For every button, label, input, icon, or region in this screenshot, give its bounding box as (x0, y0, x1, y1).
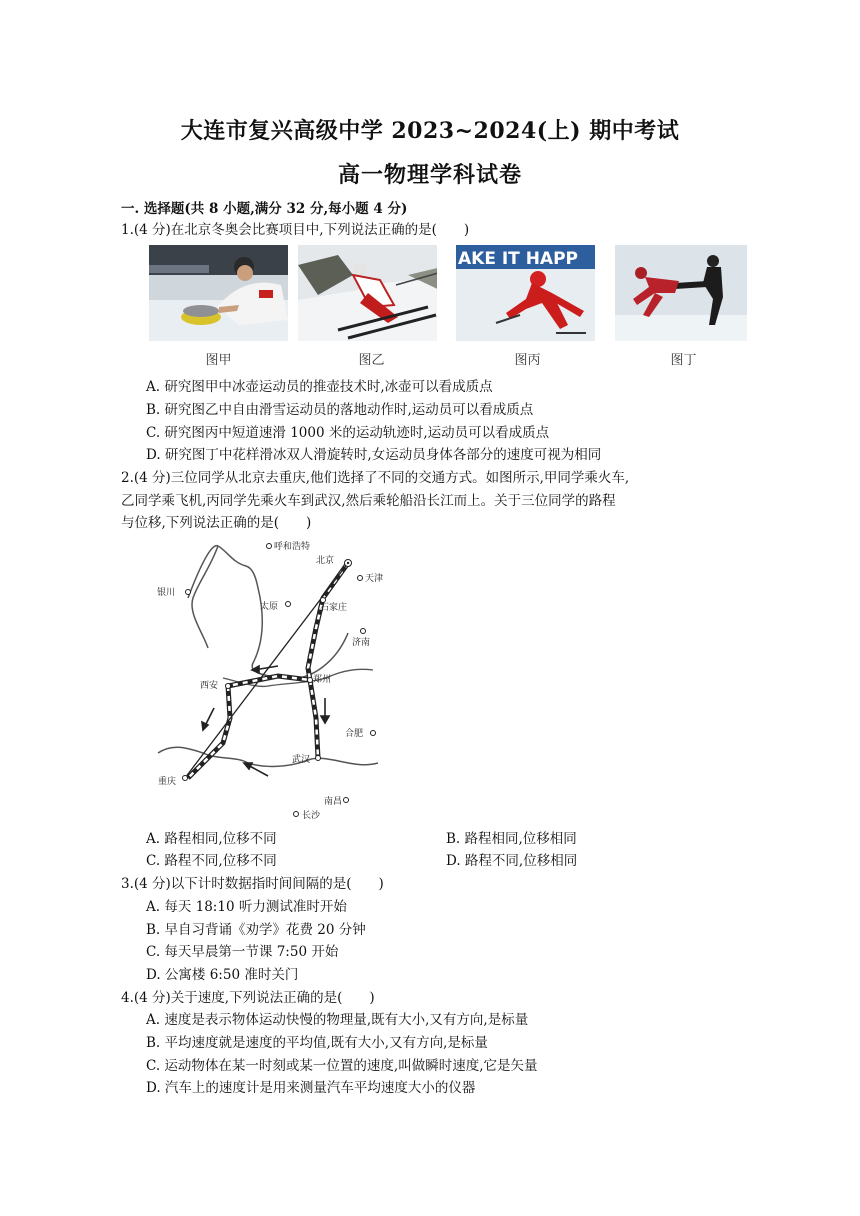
q2-option-d: D. 路程不同,位移相同 (446, 853, 578, 869)
photo-freestyle-ski (298, 245, 437, 341)
label-changsha: 长沙 (302, 811, 321, 821)
label-wuhan: 武汉 (292, 755, 311, 765)
section-heading: 一. 选择题(共 8 小题,满分 32 分,每小题 4 分) (121, 201, 408, 217)
label-shijiazhuang: 石家庄 (320, 603, 348, 613)
label-zhengzhou: 郑州 (313, 675, 332, 685)
yangtze-river (158, 747, 378, 766)
question-3-stem: 3.(4 分)以下计时数据指时间间隔的是( ) (121, 876, 384, 892)
question-2-stem-line1: 2.(4 分)三位同学从北京去重庆,他们选择了不同的交通方式。如图所示,甲同学乘火车, (121, 470, 630, 486)
q4-option-c: C. 运动物体在某一时刻或某一位置的速度,叫做瞬时速度,它是矢量 (146, 1058, 538, 1074)
label-jinan: 济南 (352, 638, 371, 648)
q3-option-d: D. 公寓楼 6:50 准时关门 (146, 967, 299, 983)
q3-option-a: A. 每天 18:10 听力测试准时开始 (146, 899, 347, 915)
photo-short-track (456, 245, 595, 341)
caption-bing: 图丙 (514, 353, 541, 368)
q2-option-a: A. 路程相同,位移不同 (146, 831, 277, 847)
photo-figure-skating (615, 245, 754, 341)
q2-option-b: B. 路程相同,位移相同 (446, 831, 577, 847)
q4-option-b: B. 平均速度就是速度的平均值,既有大小,又有方向,是标量 (146, 1035, 488, 1051)
banner-text: AKE IT HAPP (458, 249, 579, 269)
q4-option-a: A. 速度是表示物体运动快慢的物理量,既有大小,又有方向,是标量 (146, 1012, 529, 1028)
photo-curling (149, 245, 288, 341)
label-xian: 西安 (200, 681, 219, 691)
label-hefei: 合肥 (345, 729, 364, 739)
question-1-stem: 1.(4 分)在北京冬奥会比赛项目中,下列说法正确的是( ) (121, 222, 470, 238)
label-beijing: 北京 (316, 556, 335, 566)
label-nanchang: 南昌 (324, 797, 343, 807)
q1-option-d: D. 研究图丁中花样滑冰双人滑旋转时,女运动员身体各部分的速度可视为相同 (146, 447, 602, 463)
caption-yi: 图乙 (358, 353, 385, 368)
label-tianjin: 天津 (365, 574, 384, 584)
q1-option-a: A. 研究图甲中冰壶运动员的推壶技术时,冰壶可以看成质点 (146, 379, 493, 395)
question-2-stem-line2: 乙同学乘飞机,丙同学先乘火车到武汉,然后乘轮船沿长江而上。关于三位同学的路程 (121, 493, 616, 509)
q4-option-d: D. 汽车上的速度计是用来测量汽车平均速度大小的仪器 (146, 1080, 476, 1096)
q3-option-c: C. 每天早晨第一节课 7:50 开始 (146, 944, 339, 960)
label-yinchuan: 银川 (157, 588, 176, 598)
q2-option-c: C. 路程不同,位移不同 (146, 853, 277, 869)
question-2-stem-line3: 与位移,下列说法正确的是( ) (121, 515, 312, 531)
exam-subtitle: 高一物理学科试卷 (337, 162, 522, 188)
exam-title: 大连市复兴高级中学 2023~2024(上) 期中考试 (180, 118, 680, 144)
q1-option-b: B. 研究图乙中自由滑雪运动员的落地动作时,运动员可以看成质点 (146, 402, 534, 418)
route-map (148, 538, 388, 823)
upper-yellow (192, 546, 218, 648)
q3-option-b: B. 早自习背诵《劝学》花费 20 分钟 (146, 922, 366, 938)
label-huhehaote: 呼和浩特 (274, 542, 311, 552)
caption-ding: 图丁 (670, 353, 697, 368)
question-4-stem: 4.(4 分)关于速度,下列说法正确的是( ) (121, 990, 375, 1006)
label-chongqing: 重庆 (158, 777, 177, 787)
caption-jia: 图甲 (205, 353, 232, 368)
label-taiyuan: 太原 (260, 602, 279, 612)
flight-line (185, 563, 348, 778)
q1-option-c: C. 研究图丙中短道速滑 1000 米的运动轨迹时,运动员可以看成质点 (146, 425, 550, 441)
